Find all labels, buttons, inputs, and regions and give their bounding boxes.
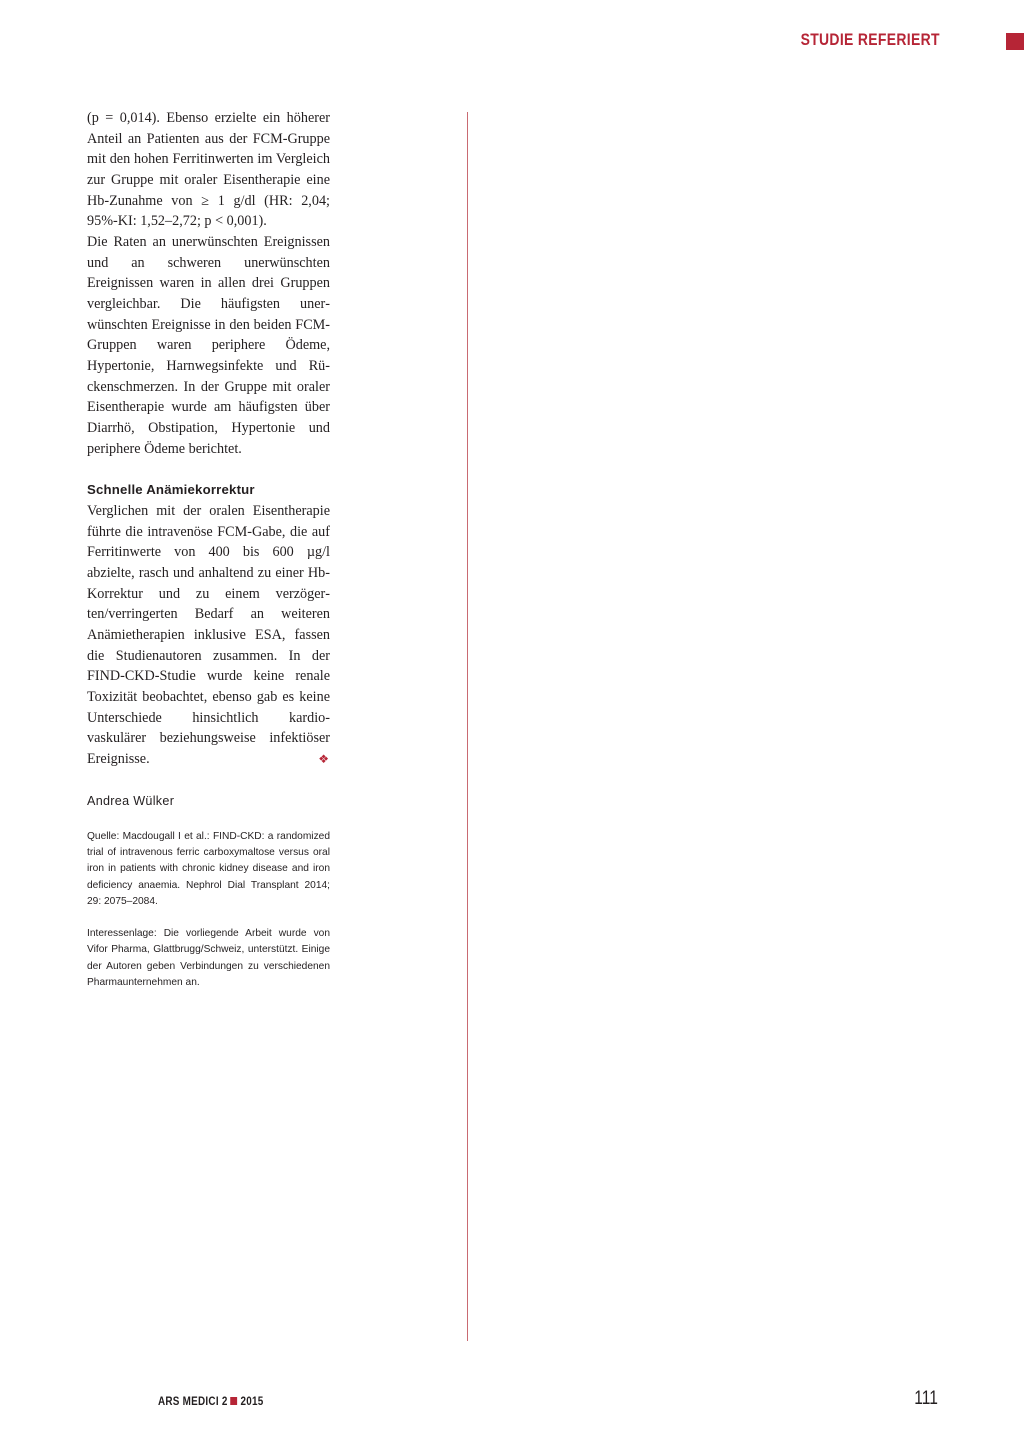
journal-name: ARS MEDICI 2 — [158, 1396, 228, 1408]
footer-journal — [158, 1396, 264, 1408]
paragraph-1: (p = 0,014). Ebenso erzielte ein höherer Anteil an Patienten aus der FCM-Gruppe mit den hohen Ferritinwerten im Vergleich zur Gruppe mit oraler Eisentherapie eine Hb-Zunahme von ≥ 1 g/dl (HR: 2,04; 95%-KI: 1,52–2,72; p < 0,001). — [87, 110, 330, 230]
journal-year: 2015 — [240, 1396, 264, 1408]
article-column — [87, 108, 330, 991]
paragraph-3 — [87, 501, 330, 770]
end-mark-icon: ❖ — [318, 752, 329, 767]
paragraph-3-text: Verglichen mit der oralen Eisentherapie führte die intravenöse FCM-Gabe, die auf Ferritinwerte von 400 bis 600 µg/l abzielte, rasch und anhaltend zu einer Hb-Korrektur und zu einem verzögerten/verringerten Bedarf an weiteren Anämietherapien inklusive ESA, fassen die Studienautoren zusammen. In der FIND-CKD-Studie wurde keine renale Toxizität beobachtet, ebenso gab es keine Unterschiede hinsichtlich kardiovaskulärer beziehungsweise infektiöser Ereignisse. — [87, 503, 330, 768]
section-label: STUDIE REFERIERT — [800, 30, 940, 49]
footer-square-icon — [230, 1397, 237, 1405]
page-number: 111 — [914, 1388, 938, 1409]
column-divider — [467, 112, 468, 1341]
subheading: Schnelle Anämiekorrektur — [87, 482, 255, 498]
corner-accent-square — [1006, 33, 1024, 50]
conflict-of-interest: Interessenlage: Die vorliegende Arbeit wurde von Vifor Pharma, Glattbrugg/Schweiz, unterstützt. Einige der Autoren geben Verbindungen zu verschiedenen Pharmaunternehmen an. — [87, 928, 330, 989]
paragraph-2: Die Raten an unerwünschten Ereignissen und an schweren unerwünschten Ereignissen waren in allen drei Gruppen vergleichbar. Die häufigsten unerwünschten Ereignisse in den beiden FCM-Gruppen waren periphere Ödeme, Hypertonie, Harnwegsinfekte und Rückenschmerzen. In der Gruppe mit oraler Eisentherapie wurde am häufigsten über Diarrhö, Obstipation, Hypertonie und periphere Ödeme berichtet. — [87, 233, 330, 457]
source-citation: Quelle: Macdougall I et al.: FIND-CKD: a randomized trial of intravenous ferric carboxymaltose versus oral iron in patients with chronic kidney disease and iron deficiency anaemia. Nephrol Dial Transplant 2014; 29: 2075–2084. — [87, 830, 330, 907]
author-name: Andrea Wülker — [87, 793, 175, 808]
